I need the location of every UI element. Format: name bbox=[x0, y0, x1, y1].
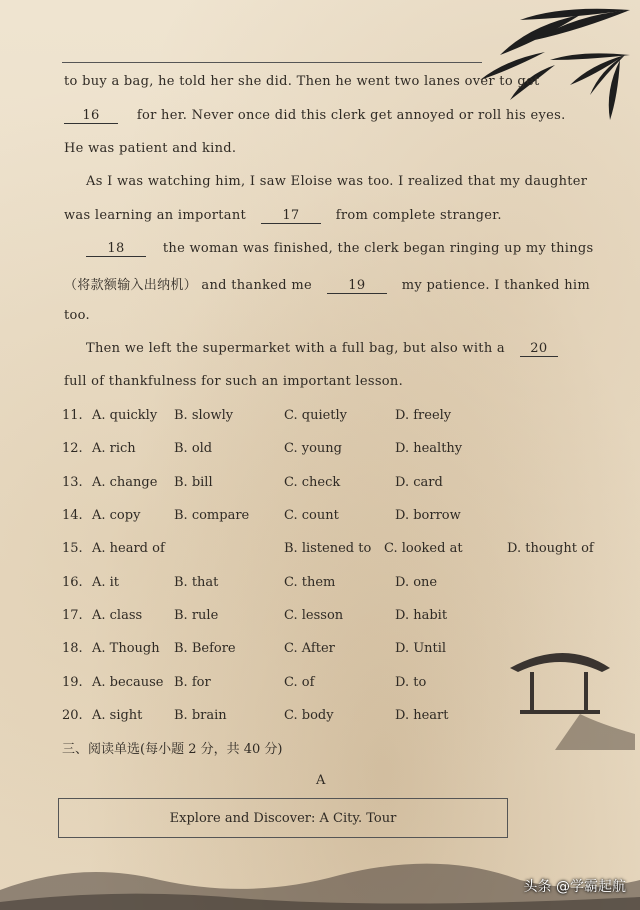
section-title: 三、阅读单选(每小题 2 分，共 40 分) bbox=[62, 742, 283, 757]
option-b: B. bill bbox=[174, 475, 213, 490]
passage-line-7b: my patience. I thanked him bbox=[401, 278, 590, 293]
option-b: B. listened to bbox=[284, 541, 372, 556]
option-d: D. thought of bbox=[507, 541, 594, 556]
landscape-decoration bbox=[0, 840, 640, 910]
option-a: A. because bbox=[92, 675, 164, 690]
option-c: C. them bbox=[284, 575, 336, 590]
passage-line-6 bbox=[86, 241, 606, 257]
option-d: D. Until bbox=[395, 641, 447, 656]
blank-20: 20 bbox=[520, 341, 558, 357]
blank-17: 17 bbox=[261, 208, 321, 224]
option-b: B. brain bbox=[174, 708, 227, 723]
question-number: 11. bbox=[62, 408, 83, 423]
option-a: A. heard of bbox=[92, 541, 165, 556]
question-number: 16. bbox=[62, 575, 83, 590]
question-number: 12. bbox=[62, 441, 83, 456]
watermark: 头条 @学霸起航 bbox=[523, 879, 626, 895]
option-a: A. it bbox=[92, 575, 120, 590]
option-c: C. lesson bbox=[284, 608, 344, 623]
passage-heading: A bbox=[316, 773, 326, 788]
option-b: B. for bbox=[174, 675, 211, 690]
option-b: B. slowly bbox=[174, 408, 234, 423]
blank-19: 19 bbox=[327, 278, 387, 294]
option-d: D. card bbox=[395, 475, 443, 490]
question-number: 14. bbox=[62, 508, 83, 523]
option-b: B. rule bbox=[174, 608, 219, 623]
question-number: 20. bbox=[62, 708, 83, 723]
blank-16: 16 bbox=[64, 108, 118, 124]
passage-line-5a: was learning an important bbox=[64, 208, 247, 223]
passage-line-6-text: the woman was finished, the clerk began ringing up my things bbox=[162, 241, 594, 256]
header-rule bbox=[62, 62, 482, 63]
question-number: 15. bbox=[62, 541, 83, 556]
option-b: B. Before bbox=[174, 641, 236, 656]
question-number: 13. bbox=[62, 475, 83, 490]
option-c: C. of bbox=[284, 675, 315, 690]
option-a: A. sight bbox=[92, 708, 143, 723]
option-d: D. heart bbox=[395, 708, 449, 723]
passage-line-8: too. bbox=[64, 308, 90, 323]
article-title-box bbox=[58, 798, 508, 838]
option-c: C. body bbox=[284, 708, 334, 723]
option-d: D. habit bbox=[395, 608, 448, 623]
passage-line-4: As I was watching him, I saw Eloise was too. I realized that my daughter bbox=[86, 174, 588, 189]
option-a: A. quickly bbox=[92, 408, 158, 423]
option-d: D. freely bbox=[395, 408, 452, 423]
question-number: 19. bbox=[62, 675, 83, 690]
option-a: A. change bbox=[92, 475, 158, 490]
passage-line-10: full of thankfulness for such an important lesson. bbox=[64, 374, 404, 389]
option-a: A. copy bbox=[92, 508, 141, 523]
option-b: B. old bbox=[174, 441, 213, 456]
option-c: C. quietly bbox=[284, 408, 348, 423]
blank-18: 18 bbox=[86, 241, 146, 257]
passage-line-9a: Then we left the supermarket with a full bag, but also with a bbox=[86, 341, 505, 356]
passage-line-3: He was patient and kind. bbox=[64, 141, 237, 156]
question-number: 18. bbox=[62, 641, 83, 656]
option-c: C. young bbox=[284, 441, 342, 456]
option-a: A. rich bbox=[92, 441, 136, 456]
option-b: B. that bbox=[174, 575, 219, 590]
option-d: D. healthy bbox=[395, 441, 463, 456]
option-a: A. Though bbox=[92, 641, 160, 656]
option-c: C. check bbox=[284, 475, 341, 490]
passage-line-7a: （将款额输入出纳机） and thanked me bbox=[64, 278, 312, 293]
option-b: B. compare bbox=[174, 508, 250, 523]
option-d: D. to bbox=[395, 675, 427, 690]
passage-line-1: to buy a bag, he told her she did. Then he went two lanes over to get bbox=[64, 74, 540, 89]
option-c: C. count bbox=[284, 508, 339, 523]
passage-line-2-text: for her. Never once did this clerk get annoyed or roll his eyes. bbox=[136, 108, 566, 123]
passage-line-9 bbox=[86, 341, 606, 357]
option-a: A. class bbox=[92, 608, 143, 623]
article-title: Explore and Discover: A City. Tour bbox=[169, 810, 397, 826]
option-d: D. borrow bbox=[395, 508, 461, 523]
passage-line-5b: from complete stranger. bbox=[335, 208, 502, 223]
passage-line-2 bbox=[64, 108, 584, 124]
question-number: 17. bbox=[62, 608, 83, 623]
option-d: D. one bbox=[395, 575, 438, 590]
passage-line-5 bbox=[64, 208, 584, 224]
option-c: C. After bbox=[284, 641, 335, 656]
passage-line-7 bbox=[64, 274, 590, 294]
pavilion-decoration bbox=[500, 640, 640, 750]
option-c: C. looked at bbox=[384, 541, 463, 556]
